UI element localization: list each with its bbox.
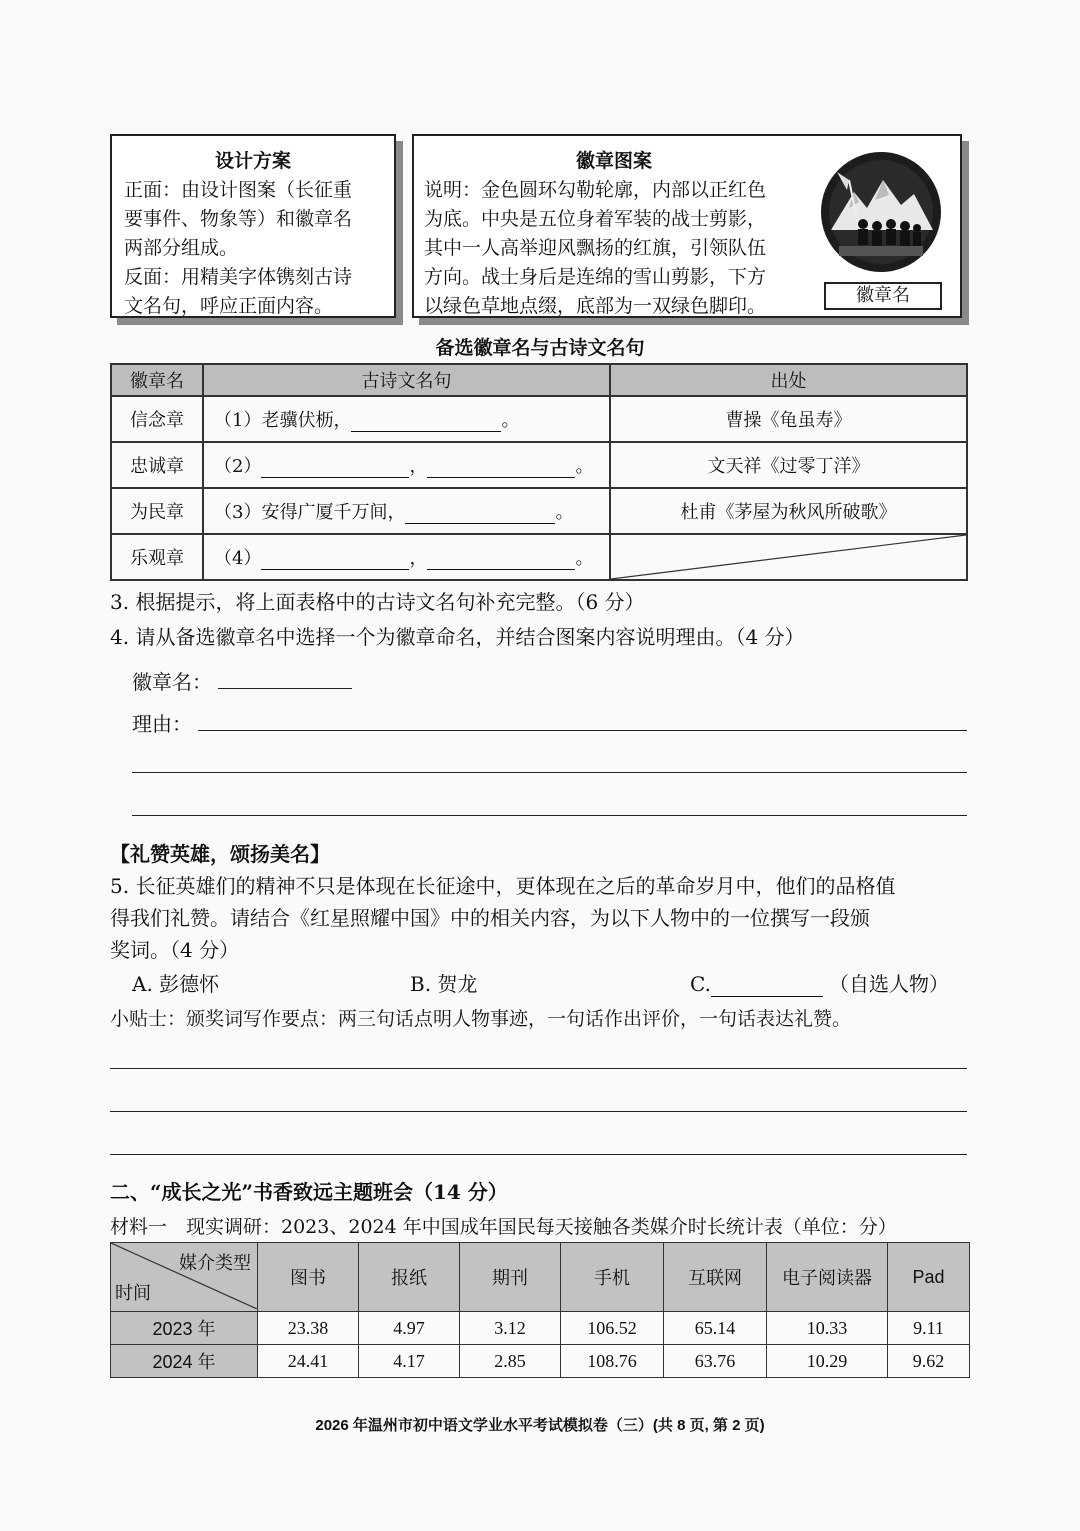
media-time-table [110,1242,970,1378]
table-header-cell: 图书 [258,1243,359,1312]
option-c-label: C. [690,972,711,996]
value-cell: 4.17 [359,1345,460,1378]
question-4: 4. 请从备选徽章名中选择一个为徽章命名，并结合图案内容说明理由。（4 分） [110,625,805,649]
badge-pattern-box [412,134,962,318]
value-cell: 2.85 [460,1345,561,1378]
badge-name-cell: 信念章 [111,396,203,442]
corner-top-label: 媒介类型 [179,1253,251,1273]
value-cell: 24.41 [258,1345,359,1378]
value-cell: 4.97 [359,1312,460,1345]
empty-diagonal-cell [610,534,967,580]
table-row [111,396,967,442]
part2-heading: 二、“成长之光”书香致远主题班会（14 分） [110,1180,508,1204]
table-row [111,1312,970,1345]
answer-blank[interactable] [351,413,501,432]
answer-blank[interactable] [261,551,409,570]
table-row [111,534,967,580]
value-cell: 3.12 [460,1312,561,1345]
badge-verse-table [110,363,968,581]
answer-blank[interactable] [427,551,575,570]
value-cell: 108.76 [561,1345,664,1378]
value-cell: 63.76 [664,1345,767,1378]
text-line: 5. 长征英雄们的精神不只是体现在长征途中，更体现在之后的革命岁月中，他们的品格值 [110,874,896,898]
value-cell: 9.62 [888,1345,970,1378]
text-line: 正面：由设计图案（长征重 [124,179,353,201]
verse-cell [203,396,610,442]
table-header-cell: 电子阅读器 [767,1243,888,1312]
badge-emblem-image [819,150,943,274]
badge-pattern-title: 徽章图案 [575,150,652,172]
verse-punct: 。 [501,410,520,431]
text-line: 方向。战士身后是连绵的雪山剪影，下方 [424,266,767,288]
q4-badge-name-label: 徽章名： [132,670,212,694]
answer-line[interactable] [110,1154,967,1155]
question-5 [110,870,895,966]
item-number: （2） [214,456,262,477]
year-cell: 2023 年 [111,1312,258,1345]
text-line: 为底。中央是五位身着军装的战士剪影， [424,208,767,230]
verse-punct: 。 [555,502,574,523]
item-number: （1） [214,410,262,431]
verse-text: 安得广厦千万间， [261,502,406,523]
table-header-cell: 报纸 [359,1243,460,1312]
table-row [111,442,967,488]
year-cell: 2024 年 [111,1345,258,1378]
value-cell: 10.33 [767,1312,888,1345]
diagonal-line [611,535,966,579]
q4-badge-name-blank[interactable] [218,688,352,689]
verse-cell [203,488,610,534]
table-row [111,1345,970,1378]
answer-line[interactable] [110,1068,967,1069]
badge-name-cell: 乐观章 [111,534,203,580]
table-header-row [111,364,967,396]
text-line: 要事件、物象等）和徽章名 [124,208,353,230]
badge-name-cell: 为民章 [111,488,203,534]
badge-name-label: 徽章名 [824,282,942,310]
text-line: 得我们礼赞。请结合《红星照耀中国》中的相关内容，为以下人物中的一位撰写一段颁 [110,906,870,930]
text-line: 文名句，呼应正面内容。 [124,295,334,317]
table-header-cell: 互联网 [664,1243,767,1312]
table-header-cell: 徽章名 [111,364,203,396]
answer-line[interactable] [132,772,967,773]
option-c-note: （自选人物） [828,972,949,996]
value-cell: 106.52 [561,1312,664,1345]
answer-blank[interactable] [427,459,575,478]
answer-blank[interactable] [261,459,409,478]
table-row [111,488,967,534]
text-line: 以绿色草地点缀，底部为一双绿色脚印。 [424,295,767,317]
material-1-caption: 材料一 现实调研：2023、2024 年中国成年国民每天接触各类媒介时长统计表（单位：分） [110,1216,897,1238]
table-header-cell: 期刊 [460,1243,561,1312]
option-c[interactable] [690,968,949,997]
text-line: 反面：用精美字体镌刻古诗 [124,266,353,288]
item-number: （4） [214,548,262,569]
verse-punct: 。 [575,456,594,477]
table-header-row [111,1243,970,1312]
value-cell: 10.29 [767,1345,888,1378]
badge-name-cell: 忠诚章 [111,442,203,488]
verse-cell [203,442,610,488]
answer-line[interactable] [198,730,967,731]
text-line: 其中一人高举迎风飘扬的红旗，引领队伍 [424,237,767,259]
source-cell: 杜甫《茅屋为秋风所破歌》 [610,488,967,534]
text-line: 两部分组成。 [124,237,239,259]
item-number: （3） [214,502,262,523]
value-cell: 23.38 [258,1312,359,1345]
option-c-blank[interactable] [711,976,823,997]
design-plan-box [110,134,396,318]
table-header-cell: 手机 [561,1243,664,1312]
table-header-cell: 出处 [610,364,967,396]
option-a[interactable]: A. 彭德怀 [132,972,220,996]
table-header-cell: 古诗文名句 [203,364,610,396]
page-footer: 2026 年温州市初中语文学业水平考试模拟卷（三）(共 8 页, 第 2 页) [315,1417,765,1434]
answer-line[interactable] [110,1111,967,1112]
table1-caption: 备选徽章名与古诗文名句 [435,337,645,359]
verse-cell [203,534,610,580]
q4-reason-label: 理由： [132,712,192,736]
text-line: 说明：金色圆环勾勒轮廓，内部以正红色 [424,179,767,201]
design-plan-text [124,176,352,321]
verse-punct: ， [409,548,428,569]
answer-blank[interactable] [405,505,555,524]
corner-header-cell [111,1243,258,1312]
corner-bottom-label: 时间 [115,1283,151,1303]
table-header-cell: Pad [888,1243,970,1312]
option-b[interactable]: B. 贺龙 [410,972,478,996]
value-cell: 9.11 [888,1312,970,1345]
writing-tip: 小贴士：颁奖词写作要点：两三句话点明人物事迹，一句话作出评价，一句话表达礼赞。 [110,1008,852,1030]
badge-pattern-text [424,176,766,321]
design-plan-title: 设计方案 [214,150,291,172]
verse-text: 老骥伏枥， [261,410,352,431]
source-cell: 文天祥《过零丁洋》 [610,442,967,488]
section-heading: 【礼赞英雄，颂扬美名】 [110,842,330,866]
verse-punct: ， [409,456,428,477]
question-3: 3. 根据提示，将上面表格中的古诗文名句补充完整。（6 分） [110,590,645,614]
value-cell: 65.14 [664,1312,767,1345]
answer-line[interactable] [132,815,967,816]
text-line: 奖词。（4 分） [110,938,240,962]
source-cell: 曹操《龟虽寿》 [610,396,967,442]
verse-punct: 。 [575,548,594,569]
